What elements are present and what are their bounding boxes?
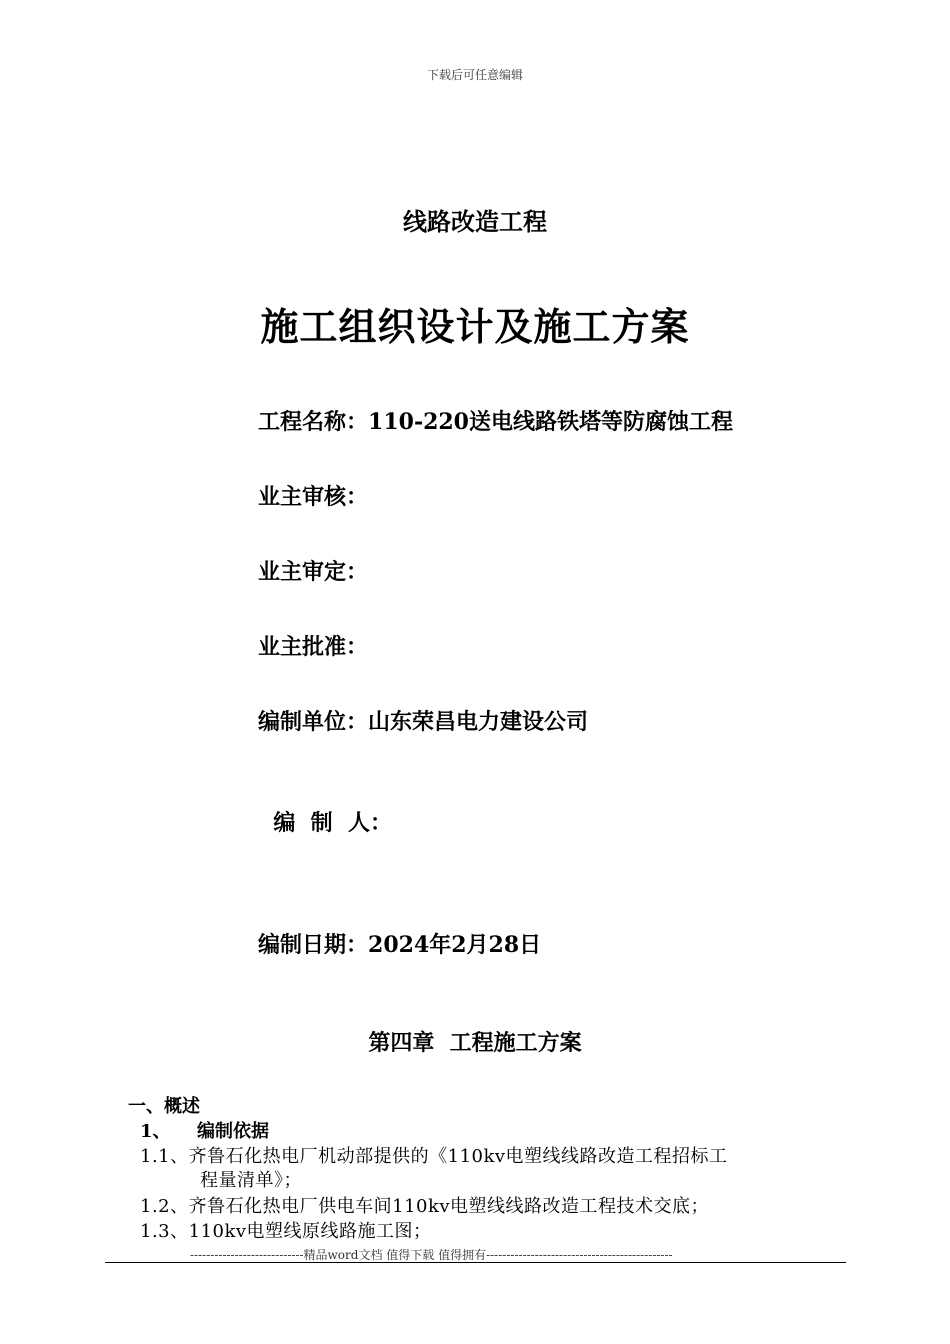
field-value: 山东荣昌电力建设公司	[368, 709, 589, 735]
chapter-title: 第四章 工程施工方案	[368, 1030, 582, 1056]
footer-note: ----------------------------精品word文档 值得下载 值得拥有----------------------------------------------	[190, 1248, 673, 1262]
field-label: 编制日期：	[258, 932, 369, 958]
field-label: 编 制 人：	[273, 810, 392, 836]
field-label: 业主批准：	[258, 634, 369, 660]
document-title: 施工组织设计及施工方案	[260, 304, 690, 349]
field-project-name	[258, 405, 733, 436]
subsection-title: 编制依据	[197, 1121, 269, 1142]
field-owner-approval	[258, 555, 368, 586]
field-value: 2024年2月28日	[368, 932, 542, 958]
list-item-continuation: 程量清单》；	[200, 1170, 302, 1191]
project-subtitle: 线路改造工程	[403, 207, 547, 236]
list-item: 1.2、齐鲁石化热电厂供电车间110kv电塑线线路改造工程技术交底；	[140, 1196, 710, 1217]
field-compile-date	[258, 928, 541, 959]
section-heading: 一、概述	[128, 1096, 200, 1117]
subsection-heading	[140, 1117, 269, 1143]
field-compiling-unit	[258, 705, 588, 736]
field-value: 110-220送电线路铁塔等防腐蚀工程	[368, 409, 733, 435]
subsection-number: 1、	[140, 1121, 171, 1142]
header-note: 下载后可任意编辑	[426, 68, 523, 82]
field-compiler	[258, 780, 392, 837]
field-label: 工程名称：	[258, 409, 369, 435]
list-item: 1.3、110kv电塑线原线路施工图；	[140, 1221, 432, 1242]
field-label: 业主审核：	[258, 484, 369, 510]
field-label: 业主审定：	[258, 559, 369, 585]
field-owner-authorization	[258, 630, 368, 661]
field-label: 编制单位：	[258, 709, 369, 735]
field-owner-review	[258, 480, 368, 511]
footer-divider	[105, 1262, 846, 1263]
list-item: 1.1、齐鲁石化热电厂机动部提供的《110kv电塑线线路改造工程招标工	[140, 1146, 728, 1167]
